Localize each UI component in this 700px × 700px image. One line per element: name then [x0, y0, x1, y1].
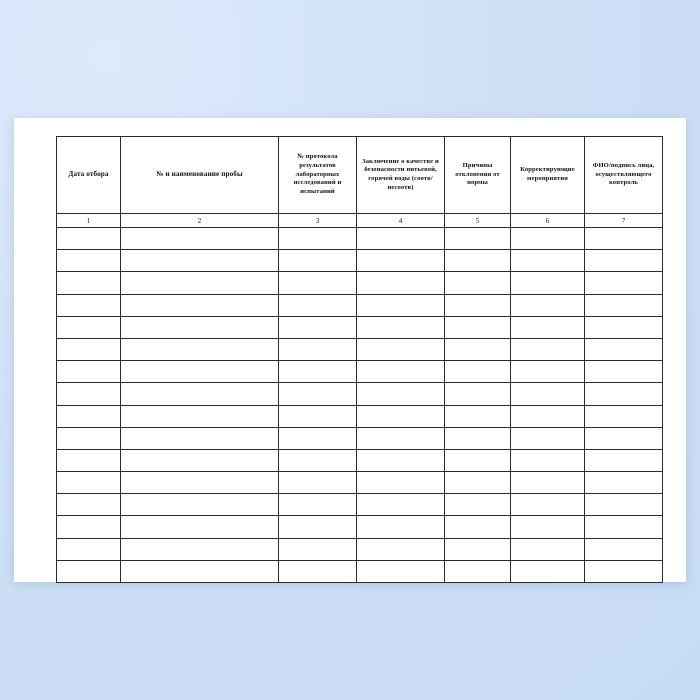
table-cell[interactable] [445, 294, 511, 316]
table-header-cell-2: № и наименование пробы [121, 137, 279, 214]
table-cell[interactable] [57, 228, 121, 250]
table-cell[interactable] [357, 272, 445, 294]
table-cell[interactable] [121, 383, 279, 405]
table-cell[interactable] [511, 516, 585, 538]
table-row[interactable] [57, 338, 663, 360]
table-body [57, 228, 663, 583]
table-header-row [57, 137, 663, 214]
table-row[interactable] [57, 361, 663, 383]
table-cell[interactable] [357, 338, 445, 360]
table-cell[interactable] [57, 427, 121, 449]
table-cell[interactable] [57, 560, 121, 582]
table-cell[interactable] [357, 560, 445, 582]
table-cell[interactable] [511, 405, 585, 427]
table-cell[interactable] [445, 494, 511, 516]
table-cell[interactable] [585, 427, 663, 449]
table-cell[interactable] [585, 383, 663, 405]
table-cell[interactable] [445, 472, 511, 494]
table-cell[interactable] [279, 228, 357, 250]
table-cell[interactable] [57, 449, 121, 471]
table-row[interactable] [57, 405, 663, 427]
table-cell[interactable] [57, 405, 121, 427]
table-cell[interactable] [357, 228, 445, 250]
table-cell[interactable] [445, 250, 511, 272]
table-cell[interactable] [357, 316, 445, 338]
table-cell[interactable] [121, 516, 279, 538]
table-cell[interactable] [445, 516, 511, 538]
table-cell[interactable] [511, 560, 585, 582]
table-cell[interactable] [585, 338, 663, 360]
table-cell[interactable] [279, 538, 357, 560]
table-cell[interactable] [585, 361, 663, 383]
table-cell[interactable] [279, 361, 357, 383]
table-header-cell-1: Дата отбора [57, 137, 121, 214]
journal-table [56, 136, 663, 583]
table-cell[interactable] [57, 250, 121, 272]
table-cell[interactable] [279, 560, 357, 582]
table-cell[interactable] [445, 338, 511, 360]
table-cell[interactable] [121, 494, 279, 516]
table-cell[interactable] [585, 494, 663, 516]
table-cell[interactable] [357, 405, 445, 427]
table-row[interactable] [57, 472, 663, 494]
table-cell[interactable] [511, 250, 585, 272]
table-cell[interactable] [511, 494, 585, 516]
table-column-number-row [57, 214, 663, 228]
column-number-3: 3 [279, 214, 357, 228]
table-cell[interactable] [585, 538, 663, 560]
table-cell[interactable] [445, 361, 511, 383]
table-cell[interactable] [57, 494, 121, 516]
table-cell[interactable] [121, 228, 279, 250]
table-cell[interactable] [57, 338, 121, 360]
table-cell[interactable] [121, 250, 279, 272]
table-cell[interactable] [121, 405, 279, 427]
table-cell[interactable] [121, 294, 279, 316]
table-cell[interactable] [121, 272, 279, 294]
table-cell[interactable] [279, 250, 357, 272]
table-cell[interactable] [585, 560, 663, 582]
table-cell[interactable] [279, 472, 357, 494]
table-cell[interactable] [121, 361, 279, 383]
column-number-2: 2 [121, 214, 279, 228]
table-cell[interactable] [121, 449, 279, 471]
table-cell[interactable] [511, 538, 585, 560]
table-cell[interactable] [585, 228, 663, 250]
table-cell[interactable] [511, 228, 585, 250]
table-cell[interactable] [445, 538, 511, 560]
table-cell[interactable] [279, 516, 357, 538]
table-cell[interactable] [585, 472, 663, 494]
table-header-cell-6: Корректирующие мероприятия [511, 137, 585, 214]
table-header-cell-5: Причины отклонения от нормы [445, 137, 511, 214]
table-header-cell-7: ФИО/подпись лица, осуществляющего контроль [585, 137, 663, 214]
table-cell[interactable] [511, 427, 585, 449]
paper-sheet [14, 118, 686, 582]
column-number-6: 6 [511, 214, 585, 228]
table-cell[interactable] [279, 338, 357, 360]
table-cell[interactable] [57, 272, 121, 294]
table-cell[interactable] [445, 560, 511, 582]
table-row[interactable] [57, 516, 663, 538]
table-row[interactable] [57, 294, 663, 316]
table-cell[interactable] [279, 405, 357, 427]
table-cell[interactable] [121, 560, 279, 582]
table-cell[interactable] [57, 538, 121, 560]
table-cell[interactable] [445, 228, 511, 250]
table-cell[interactable] [585, 272, 663, 294]
table-cell[interactable] [121, 427, 279, 449]
table-row[interactable] [57, 449, 663, 471]
table-cell[interactable] [511, 383, 585, 405]
table-row[interactable] [57, 250, 663, 272]
table-cell[interactable] [357, 361, 445, 383]
table-cell[interactable] [511, 338, 585, 360]
table-cell[interactable] [511, 294, 585, 316]
table-cell[interactable] [357, 538, 445, 560]
table-cell[interactable] [585, 449, 663, 471]
table-cell[interactable] [279, 427, 357, 449]
column-number-4: 4 [357, 214, 445, 228]
table-cell[interactable] [57, 383, 121, 405]
table-cell[interactable] [357, 494, 445, 516]
table-cell[interactable] [585, 294, 663, 316]
table-row[interactable] [57, 316, 663, 338]
table-cell[interactable] [357, 383, 445, 405]
table-cell[interactable] [585, 516, 663, 538]
table-cell[interactable] [445, 405, 511, 427]
table-cell[interactable] [279, 383, 357, 405]
table-cell[interactable] [445, 272, 511, 294]
column-number-1: 1 [57, 214, 121, 228]
column-number-5: 5 [445, 214, 511, 228]
table-cell[interactable] [511, 272, 585, 294]
table-cell[interactable] [357, 294, 445, 316]
table-cell[interactable] [511, 361, 585, 383]
table-cell[interactable] [57, 361, 121, 383]
table-cell[interactable] [279, 449, 357, 471]
table-header-cell-4: Заключение о качестве и безопасности питьевой, горячей воды (соотв/несоотв) [357, 137, 445, 214]
table-cell[interactable] [121, 472, 279, 494]
table-cell[interactable] [279, 272, 357, 294]
table-cell[interactable] [511, 449, 585, 471]
table-cell[interactable] [357, 427, 445, 449]
table-cell[interactable] [445, 383, 511, 405]
table-row[interactable] [57, 538, 663, 560]
table-cell[interactable] [121, 538, 279, 560]
table-cell[interactable] [511, 472, 585, 494]
table-cell[interactable] [279, 316, 357, 338]
table-row[interactable] [57, 494, 663, 516]
table-cell[interactable] [445, 449, 511, 471]
table-cell[interactable] [57, 316, 121, 338]
table-header-cell-3: № протокола результатов лабораторных исследований и испытаний [279, 137, 357, 214]
table-cell[interactable] [121, 316, 279, 338]
table-cell[interactable] [121, 338, 279, 360]
table-cell[interactable] [357, 250, 445, 272]
table-cell[interactable] [511, 316, 585, 338]
table-cell[interactable] [279, 294, 357, 316]
table-cell[interactable] [357, 472, 445, 494]
table-cell[interactable] [585, 250, 663, 272]
table-row[interactable] [57, 272, 663, 294]
table-row[interactable] [57, 228, 663, 250]
table-cell[interactable] [57, 472, 121, 494]
column-number-7: 7 [585, 214, 663, 228]
table-cell[interactable] [585, 405, 663, 427]
table-cell[interactable] [445, 427, 511, 449]
table-cell[interactable] [57, 516, 121, 538]
table-row[interactable] [57, 560, 663, 582]
table-cell[interactable] [357, 516, 445, 538]
table-row[interactable] [57, 383, 663, 405]
table-cell[interactable] [279, 494, 357, 516]
table-cell[interactable] [445, 316, 511, 338]
table-cell[interactable] [585, 316, 663, 338]
table-cell[interactable] [57, 294, 121, 316]
table-cell[interactable] [357, 449, 445, 471]
table-row[interactable] [57, 427, 663, 449]
journal-table-area [56, 136, 662, 560]
